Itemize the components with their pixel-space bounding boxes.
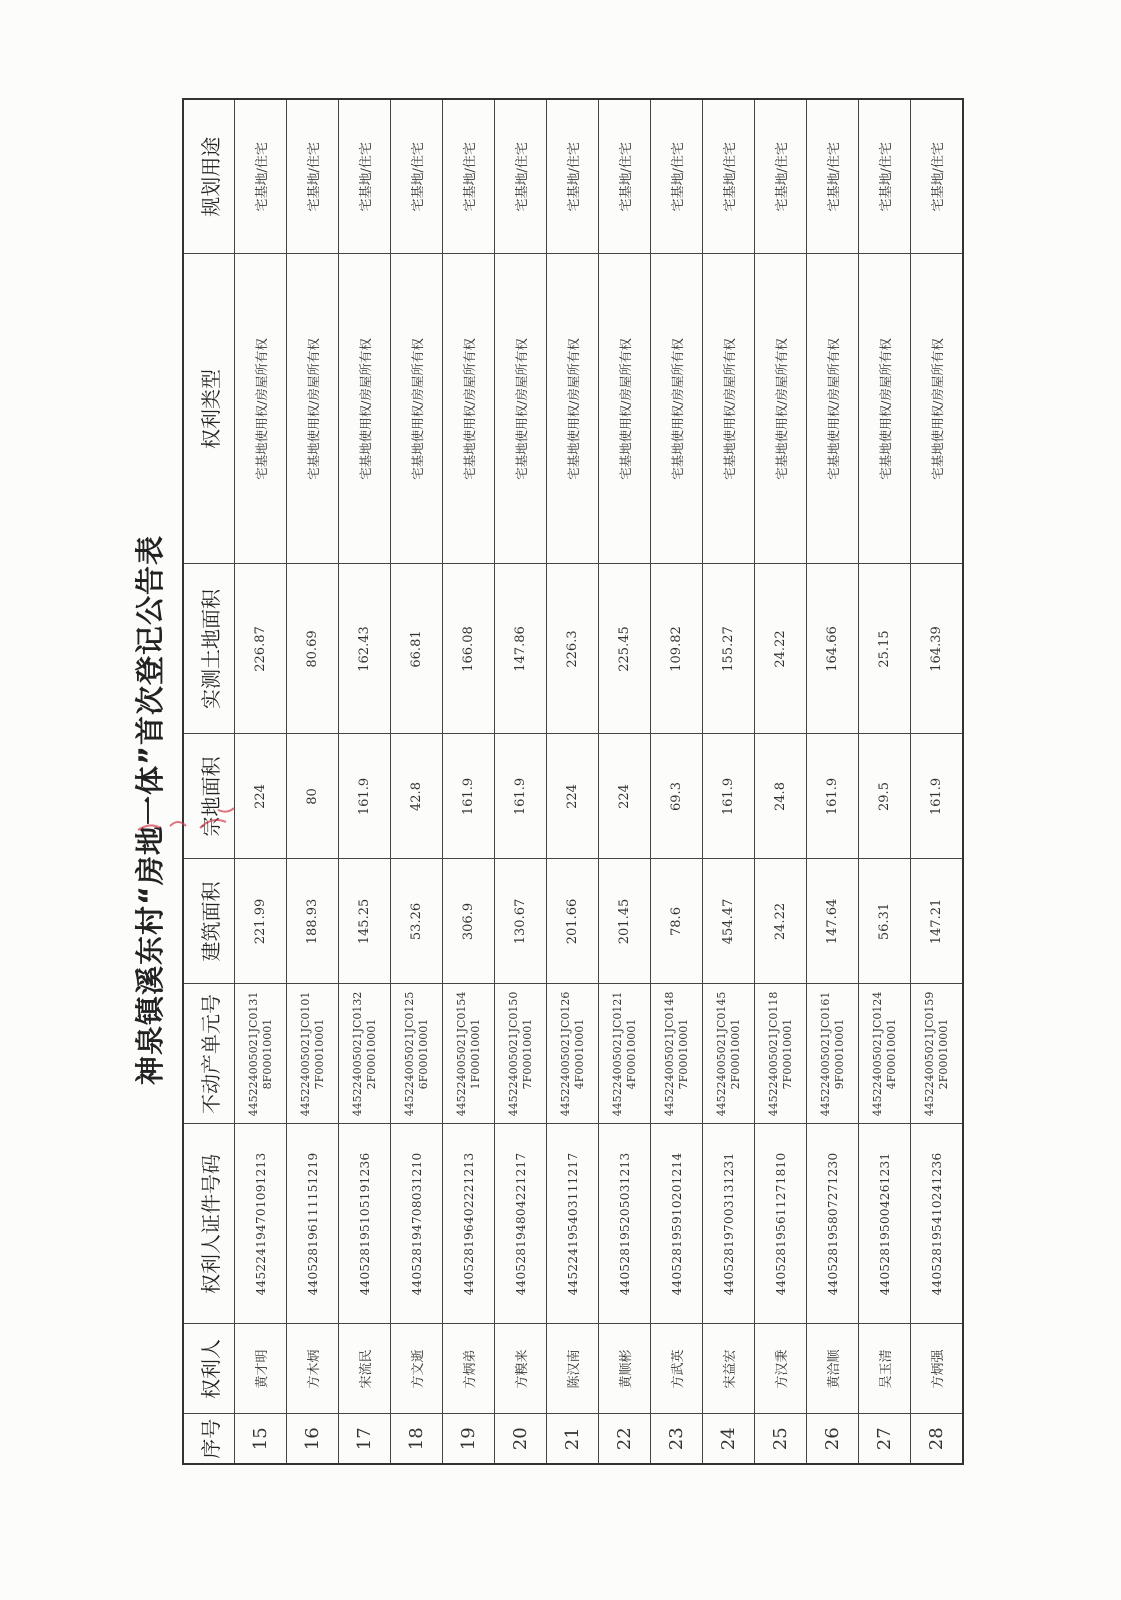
cell-right-type: 宅基地使用权/房屋所有权: [599, 254, 651, 564]
cell-right-type: 宅基地使用权/房屋所有权: [911, 254, 964, 564]
cell-planned-use: 宅基地/住宅: [859, 99, 911, 254]
header-planned-use: 规划用途: [183, 99, 235, 254]
cell-planned-use: 宅基地/住宅: [755, 99, 807, 254]
cell-seq: 22: [599, 1414, 651, 1464]
cell-seq: 28: [911, 1414, 964, 1464]
cell-id-number: 440528195205031213: [599, 1124, 651, 1324]
cell-seq: 27: [859, 1414, 911, 1464]
cell-building-area: 130.67: [495, 859, 547, 984]
cell-unit-number: 445224005021JC01487F00010001: [651, 984, 703, 1124]
cell-owner: 方糗来: [495, 1324, 547, 1414]
cell-unit-number: 445224005021JC01592F00010001: [911, 984, 964, 1124]
cell-planned-use: 宅基地/住宅: [235, 99, 287, 254]
cell-id-number: 440528194804221217: [495, 1124, 547, 1324]
cell-unit-number: 445224005021JC01507F00010001: [495, 984, 547, 1124]
cell-building-area: 201.66: [547, 859, 599, 984]
table-row: [651, 99, 703, 1464]
cell-building-area: 147.21: [911, 859, 964, 984]
cell-planned-use: 宅基地/住宅: [651, 99, 703, 254]
cell-measured-area: 66.81: [391, 564, 443, 734]
cell-id-number: 440528196111151219: [287, 1124, 339, 1324]
table-row: [547, 99, 599, 1464]
cell-owner: 黄顺彬: [599, 1324, 651, 1414]
cell-parcel-area: 29.5: [859, 734, 911, 859]
cell-id-number: 440528195611271810: [755, 1124, 807, 1324]
cell-planned-use: 宅基地/住宅: [547, 99, 599, 254]
cell-right-type: 宅基地使用权/房屋所有权: [651, 254, 703, 564]
cell-measured-area: 155.27: [703, 564, 755, 734]
cell-parcel-area: 161.9: [495, 734, 547, 859]
cell-parcel-area: 224: [599, 734, 651, 859]
cell-right-type: 宅基地使用权/房屋所有权: [339, 254, 391, 564]
table-row: [391, 99, 443, 1464]
cell-building-area: 201.45: [599, 859, 651, 984]
cell-parcel-area: 161.9: [703, 734, 755, 859]
cell-measured-area: 225.45: [599, 564, 651, 734]
cell-planned-use: 宅基地/住宅: [443, 99, 495, 254]
cell-right-type: 宅基地使用权/房屋所有权: [391, 254, 443, 564]
cell-owner: 方木炳: [287, 1324, 339, 1414]
cell-measured-area: 226.3: [547, 564, 599, 734]
cell-owner: 方炳弟: [443, 1324, 495, 1414]
cell-unit-number: 445224005021JC01264F00010001: [547, 984, 599, 1124]
cell-planned-use: 宅基地/住宅: [287, 99, 339, 254]
cell-seq: 21: [547, 1414, 599, 1464]
cell-id-number: 440528195105191236: [339, 1124, 391, 1324]
table-row: [287, 99, 339, 1464]
cell-planned-use: 宅基地/住宅: [495, 99, 547, 254]
cell-building-area: 145.25: [339, 859, 391, 984]
cell-unit-number: 445224005021JC01214F00010001: [599, 984, 651, 1124]
cell-building-area: 24.22: [755, 859, 807, 984]
cell-parcel-area: 161.9: [911, 734, 964, 859]
cell-planned-use: 宅基地/住宅: [391, 99, 443, 254]
table-row: [443, 99, 495, 1464]
cell-planned-use: 宅基地/住宅: [599, 99, 651, 254]
cell-id-number: 440528197003131231: [703, 1124, 755, 1324]
cell-measured-area: 166.08: [443, 564, 495, 734]
cell-building-area: 306.9: [443, 859, 495, 984]
cell-seq: 19: [443, 1414, 495, 1464]
cell-id-number: 440528194708031210: [391, 1124, 443, 1324]
cell-unit-number: 445224005021JC01318F00010001: [235, 984, 287, 1124]
table-row: [235, 99, 287, 1464]
cell-right-type: 宅基地使用权/房屋所有权: [807, 254, 859, 564]
cell-owner: 方武英: [651, 1324, 703, 1414]
cell-parcel-area: 161.9: [807, 734, 859, 859]
table-row: [807, 99, 859, 1464]
cell-owner: 方汉秉: [755, 1324, 807, 1414]
cell-seq: 20: [495, 1414, 547, 1464]
cell-parcel-area: 24.8: [755, 734, 807, 859]
cell-parcel-area: 224: [235, 734, 287, 859]
cell-measured-area: 164.66: [807, 564, 859, 734]
registration-table: [182, 98, 964, 1465]
cell-owner: 陈汉南: [547, 1324, 599, 1414]
cell-parcel-area: 161.9: [339, 734, 391, 859]
cell-owner: 吴玉清: [859, 1324, 911, 1414]
table-body: [235, 99, 964, 1464]
cell-id-number: 440528195807271230: [807, 1124, 859, 1324]
cell-seq: 26: [807, 1414, 859, 1464]
cell-id-number: 445224194701091213: [235, 1124, 287, 1324]
cell-measured-area: 226.87: [235, 564, 287, 734]
table-row: [599, 99, 651, 1464]
cell-planned-use: 宅基地/住宅: [703, 99, 755, 254]
cell-unit-number: 445224005021JC01322F00010001: [339, 984, 391, 1124]
cell-right-type: 宅基地使用权/房屋所有权: [495, 254, 547, 564]
table-header-row: [183, 99, 235, 1464]
cell-right-type: 宅基地使用权/房屋所有权: [235, 254, 287, 564]
cell-owner: 方文逝: [391, 1324, 443, 1414]
cell-measured-area: 25.15: [859, 564, 911, 734]
document-title: 神泉镇溪东村“房地一体”首次登记公告表: [133, 534, 167, 1086]
cell-seq: 18: [391, 1414, 443, 1464]
cell-right-type: 宅基地使用权/房屋所有权: [547, 254, 599, 564]
cell-unit-number: 445224005021JC01244F00010001: [859, 984, 911, 1124]
header-id-number: 权利人证件号码: [183, 1124, 235, 1324]
cell-parcel-area: 224: [547, 734, 599, 859]
header-measured-area: 实测土地面积: [183, 564, 235, 734]
header-right-type: 权利类型: [183, 254, 235, 564]
cell-id-number: 440528195910201214: [651, 1124, 703, 1324]
cell-building-area: 53.26: [391, 859, 443, 984]
cell-measured-area: 80.69: [287, 564, 339, 734]
header-parcel-area: 宗地面积: [183, 734, 235, 859]
cell-measured-area: 162.43: [339, 564, 391, 734]
cell-seq: 25: [755, 1414, 807, 1464]
header-seq: 序号: [183, 1414, 235, 1464]
cell-owner: 宋益宏: [703, 1324, 755, 1414]
table-row: [755, 99, 807, 1464]
cell-unit-number: 445224005021JC01541F00010001: [443, 984, 495, 1124]
cell-right-type: 宅基地使用权/房屋所有权: [755, 254, 807, 564]
cell-planned-use: 宅基地/住宅: [339, 99, 391, 254]
cell-unit-number: 445224005021JC01017F00010001: [287, 984, 339, 1124]
cell-right-type: 宅基地使用权/房屋所有权: [859, 254, 911, 564]
cell-building-area: 56.31: [859, 859, 911, 984]
cell-owner: 方炳强: [911, 1324, 964, 1414]
table-row: [339, 99, 391, 1464]
cell-planned-use: 宅基地/住宅: [911, 99, 964, 254]
cell-right-type: 宅基地使用权/房屋所有权: [703, 254, 755, 564]
cell-parcel-area: 80: [287, 734, 339, 859]
cell-right-type: 宅基地使用权/房屋所有权: [443, 254, 495, 564]
cell-building-area: 188.93: [287, 859, 339, 984]
header-unit-number: 不动产单元号: [183, 984, 235, 1124]
cell-building-area: 454.47: [703, 859, 755, 984]
cell-seq: 23: [651, 1414, 703, 1464]
cell-seq: 16: [287, 1414, 339, 1464]
table-row: [859, 99, 911, 1464]
header-building-area: 建筑面积: [183, 859, 235, 984]
cell-id-number: 440528195004261231: [859, 1124, 911, 1324]
cell-seq: 15: [235, 1414, 287, 1464]
cell-measured-area: 109.82: [651, 564, 703, 734]
cell-id-number: 445224195403111217: [547, 1124, 599, 1324]
cell-owner: 黄洽顺: [807, 1324, 859, 1414]
table-row: [703, 99, 755, 1464]
cell-measured-area: 24.22: [755, 564, 807, 734]
cell-owner: 宋流民: [339, 1324, 391, 1414]
table-row: [911, 99, 964, 1464]
cell-seq: 24: [703, 1414, 755, 1464]
cell-seq: 17: [339, 1414, 391, 1464]
table-row: [495, 99, 547, 1464]
cell-unit-number: 445224005021JC01619F00010001: [807, 984, 859, 1124]
cell-unit-number: 445224005021JC01452F00010001: [703, 984, 755, 1124]
cell-building-area: 147.64: [807, 859, 859, 984]
cell-measured-area: 164.39: [911, 564, 964, 734]
cell-unit-number: 445224005021JC01256F00010001: [391, 984, 443, 1124]
cell-measured-area: 147.86: [495, 564, 547, 734]
cell-unit-number: 445224005021JC01187F00010001: [755, 984, 807, 1124]
cell-parcel-area: 42.8: [391, 734, 443, 859]
cell-building-area: 221.99: [235, 859, 287, 984]
cell-id-number: 440528196402221213: [443, 1124, 495, 1324]
cell-building-area: 78.6: [651, 859, 703, 984]
cell-id-number: 440528195410241236: [911, 1124, 964, 1324]
cell-planned-use: 宅基地/住宅: [807, 99, 859, 254]
cell-right-type: 宅基地使用权/房屋所有权: [287, 254, 339, 564]
cell-owner: 黄才明: [235, 1324, 287, 1414]
cell-parcel-area: 69.3: [651, 734, 703, 859]
header-owner: 权利人: [183, 1324, 235, 1414]
cell-parcel-area: 161.9: [443, 734, 495, 859]
